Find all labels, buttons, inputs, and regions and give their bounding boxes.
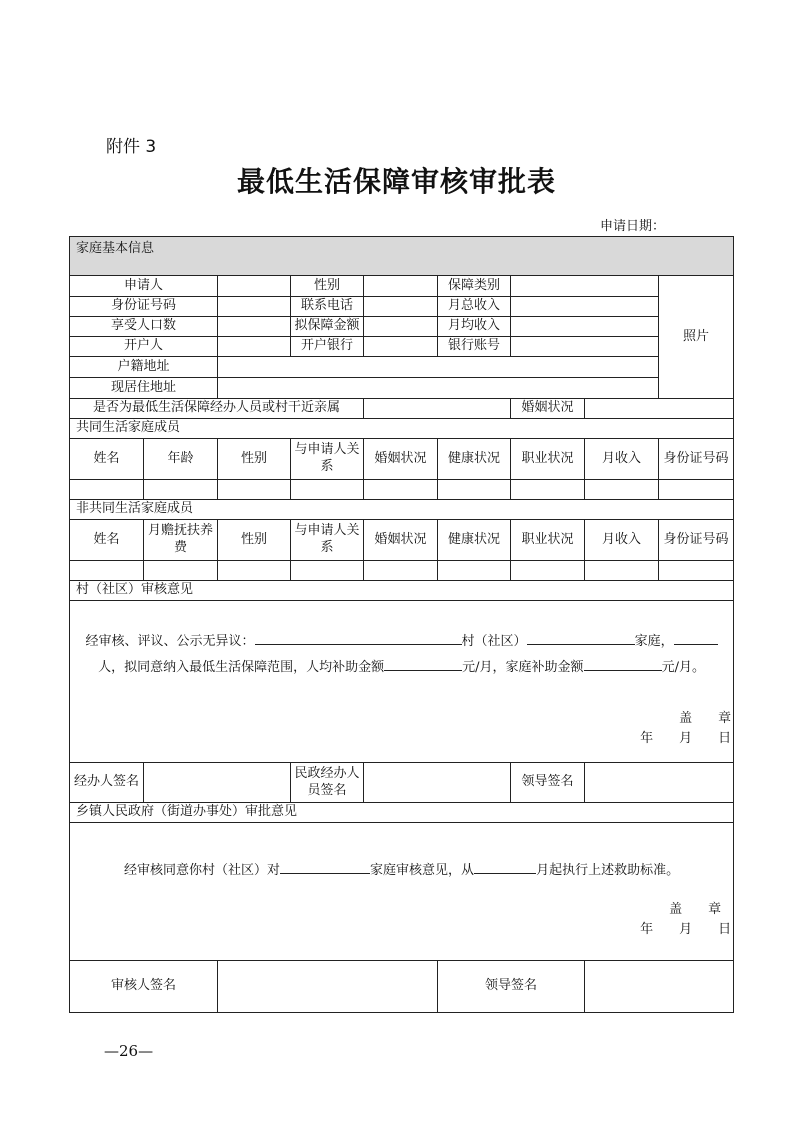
village-leader-sign-label: 领导签名 bbox=[511, 763, 585, 803]
gender-label: 性别 bbox=[291, 276, 364, 297]
member-cell[interactable] bbox=[511, 561, 585, 581]
column-header: 姓名 bbox=[70, 439, 144, 480]
marital-status-value[interactable] bbox=[585, 399, 734, 419]
village-date-label: 年 月 日 bbox=[640, 730, 732, 746]
column-header: 月收入 bbox=[585, 439, 659, 480]
column-header: 与申请人关系 bbox=[291, 439, 364, 480]
village-review-text-2: 村（社区） bbox=[461, 633, 527, 649]
application-date-label: 申请日期： bbox=[600, 219, 666, 234]
approval-form-table bbox=[69, 236, 734, 1013]
township-leader-sign-value[interactable] bbox=[585, 961, 734, 1013]
non-co-members-section-row bbox=[70, 500, 734, 520]
table-row bbox=[70, 399, 734, 419]
member-cell[interactable] bbox=[511, 480, 585, 500]
applicant-value[interactable] bbox=[218, 276, 291, 297]
current-address-label: 现居住地址 bbox=[70, 378, 218, 399]
photo-cell: 照片 bbox=[659, 276, 734, 399]
proposed-amount-label: 拟保障金额 bbox=[291, 317, 364, 337]
column-header: 身份证号码 bbox=[659, 439, 734, 480]
non-co-members-header-row bbox=[70, 520, 734, 561]
co-members-section-row bbox=[70, 419, 734, 439]
id-number-value[interactable] bbox=[218, 297, 291, 317]
township-approval-section-header: 乡镇人民政府（街道办事处）审批意见 bbox=[70, 803, 734, 823]
registered-address-value[interactable] bbox=[218, 357, 659, 378]
village-review-text-3: 家庭， bbox=[634, 633, 674, 649]
column-header: 婚姻状况 bbox=[364, 439, 438, 480]
township-date-label: 年 月 日 bbox=[640, 921, 732, 937]
column-header: 月收入 bbox=[585, 520, 659, 561]
attachment-label: 附件 3 bbox=[106, 137, 157, 157]
township-signature-row bbox=[70, 961, 734, 1013]
marital-status-label: 婚姻状况 bbox=[511, 399, 585, 419]
member-cell[interactable] bbox=[144, 561, 218, 581]
member-cell[interactable] bbox=[218, 561, 291, 581]
table-row bbox=[70, 357, 734, 378]
table-row bbox=[70, 276, 734, 297]
village-leader-sign-value[interactable] bbox=[585, 763, 734, 803]
village-review-section-header: 村（社区）审核意见 bbox=[70, 581, 734, 601]
monthly-total-income-label: 月总收入 bbox=[438, 297, 511, 317]
staff-relative-label: 是否为最低生活保障经办人员或村干近亲属 bbox=[70, 399, 364, 419]
member-cell[interactable] bbox=[659, 480, 734, 500]
guarantee-type-label: 保障类别 bbox=[438, 276, 511, 297]
column-header: 职业状况 bbox=[511, 439, 585, 480]
staff-relative-value[interactable] bbox=[364, 399, 511, 419]
gender-value[interactable] bbox=[364, 276, 438, 297]
column-header: 健康状况 bbox=[438, 520, 511, 561]
member-cell[interactable] bbox=[438, 480, 511, 500]
basic-section-row bbox=[70, 237, 734, 276]
village-review-row bbox=[70, 601, 734, 763]
table-row bbox=[70, 317, 734, 337]
member-cell[interactable] bbox=[291, 561, 364, 581]
township-text-2: 家庭审核意见，从 bbox=[370, 862, 475, 878]
handler-sign-label: 经办人签名 bbox=[70, 763, 144, 803]
column-header: 职业状况 bbox=[511, 520, 585, 561]
table-row bbox=[70, 337, 734, 357]
reviewer-sign-value[interactable] bbox=[218, 961, 438, 1013]
table-row bbox=[70, 480, 734, 500]
column-header: 月赡抚扶养费 bbox=[144, 520, 218, 561]
member-cell[interactable] bbox=[659, 561, 734, 581]
member-cell[interactable] bbox=[364, 480, 438, 500]
basic-section-header: 家庭基本信息 bbox=[70, 237, 734, 276]
registered-address-label: 户籍地址 bbox=[70, 357, 218, 378]
account-holder-label: 开户人 bbox=[70, 337, 218, 357]
bank-account-value[interactable] bbox=[511, 337, 659, 357]
village-stamp-label: 盖 章 bbox=[679, 710, 732, 726]
table-row bbox=[70, 561, 734, 581]
form-title: 最低生活保障审核审批表 bbox=[236, 165, 556, 198]
village-review-opinion[interactable] bbox=[70, 601, 734, 763]
township-leader-sign-label: 领导签名 bbox=[438, 961, 585, 1013]
column-header: 年龄 bbox=[144, 439, 218, 480]
guarantee-type-value[interactable] bbox=[511, 276, 659, 297]
current-address-value[interactable] bbox=[218, 378, 659, 399]
member-cell[interactable] bbox=[218, 480, 291, 500]
monthly-total-income-value[interactable] bbox=[511, 297, 659, 317]
township-section-row bbox=[70, 803, 734, 823]
account-holder-value[interactable] bbox=[218, 337, 291, 357]
village-signature-row bbox=[70, 763, 734, 803]
bank-account-label: 银行账号 bbox=[438, 337, 511, 357]
column-header: 健康状况 bbox=[438, 439, 511, 480]
handler-sign-value[interactable] bbox=[144, 763, 291, 803]
household-size-value[interactable] bbox=[218, 317, 291, 337]
column-header: 姓名 bbox=[70, 520, 144, 561]
civil-affairs-sign-label: 民政经办人员签名 bbox=[291, 763, 364, 803]
page-number: —26— bbox=[104, 1042, 154, 1060]
member-cell[interactable] bbox=[70, 561, 144, 581]
column-header: 性别 bbox=[218, 520, 291, 561]
member-cell[interactable] bbox=[585, 480, 659, 500]
village-review-text-1: 经审核、评议、公示无异议： bbox=[85, 633, 255, 649]
monthly-avg-income-label: 月均收入 bbox=[438, 317, 511, 337]
township-approval-row bbox=[70, 823, 734, 961]
table-row bbox=[70, 378, 734, 399]
member-cell[interactable] bbox=[438, 561, 511, 581]
village-review-text-6: 元/月。 bbox=[661, 659, 705, 675]
column-header: 与申请人关系 bbox=[291, 520, 364, 561]
member-cell[interactable] bbox=[585, 561, 659, 581]
bank-value[interactable] bbox=[364, 337, 438, 357]
member-cell[interactable] bbox=[291, 480, 364, 500]
proposed-amount-value[interactable] bbox=[364, 317, 438, 337]
member-cell[interactable] bbox=[364, 561, 438, 581]
phone-label: 联系电话 bbox=[291, 297, 364, 317]
monthly-avg-income-value[interactable] bbox=[511, 317, 659, 337]
table-row bbox=[70, 297, 734, 317]
township-stamp-label: 盖 章 bbox=[669, 901, 722, 917]
village-review-text-5: 元/月，家庭补助金额 bbox=[462, 659, 584, 675]
village-section-row bbox=[70, 581, 734, 601]
bank-label: 开户银行 bbox=[291, 337, 364, 357]
applicant-label: 申请人 bbox=[70, 276, 218, 297]
reviewer-sign-label: 审核人签名 bbox=[70, 961, 218, 1013]
phone-value[interactable] bbox=[364, 297, 438, 317]
id-number-label: 身份证号码 bbox=[70, 297, 218, 317]
township-text-1: 经审核同意你村（社区）对 bbox=[124, 862, 281, 878]
column-header: 婚姻状况 bbox=[364, 520, 438, 561]
co-members-header-row bbox=[70, 439, 734, 480]
non-co-members-section-header: 非共同生活家庭成员 bbox=[70, 500, 734, 520]
column-header: 身份证号码 bbox=[659, 520, 734, 561]
township-approval-opinion[interactable] bbox=[70, 823, 734, 961]
civil-affairs-sign-value[interactable] bbox=[364, 763, 511, 803]
column-header: 性别 bbox=[218, 439, 291, 480]
household-size-label: 享受人口数 bbox=[70, 317, 218, 337]
member-cell[interactable] bbox=[144, 480, 218, 500]
co-members-section-header: 共同生活家庭成员 bbox=[70, 419, 734, 439]
township-text-3: 月起执行上述救助标准。 bbox=[536, 862, 680, 878]
village-review-text-4: 人，拟同意纳入最低生活保障范围，人均补助金额 bbox=[98, 659, 385, 675]
member-cell[interactable] bbox=[70, 480, 144, 500]
